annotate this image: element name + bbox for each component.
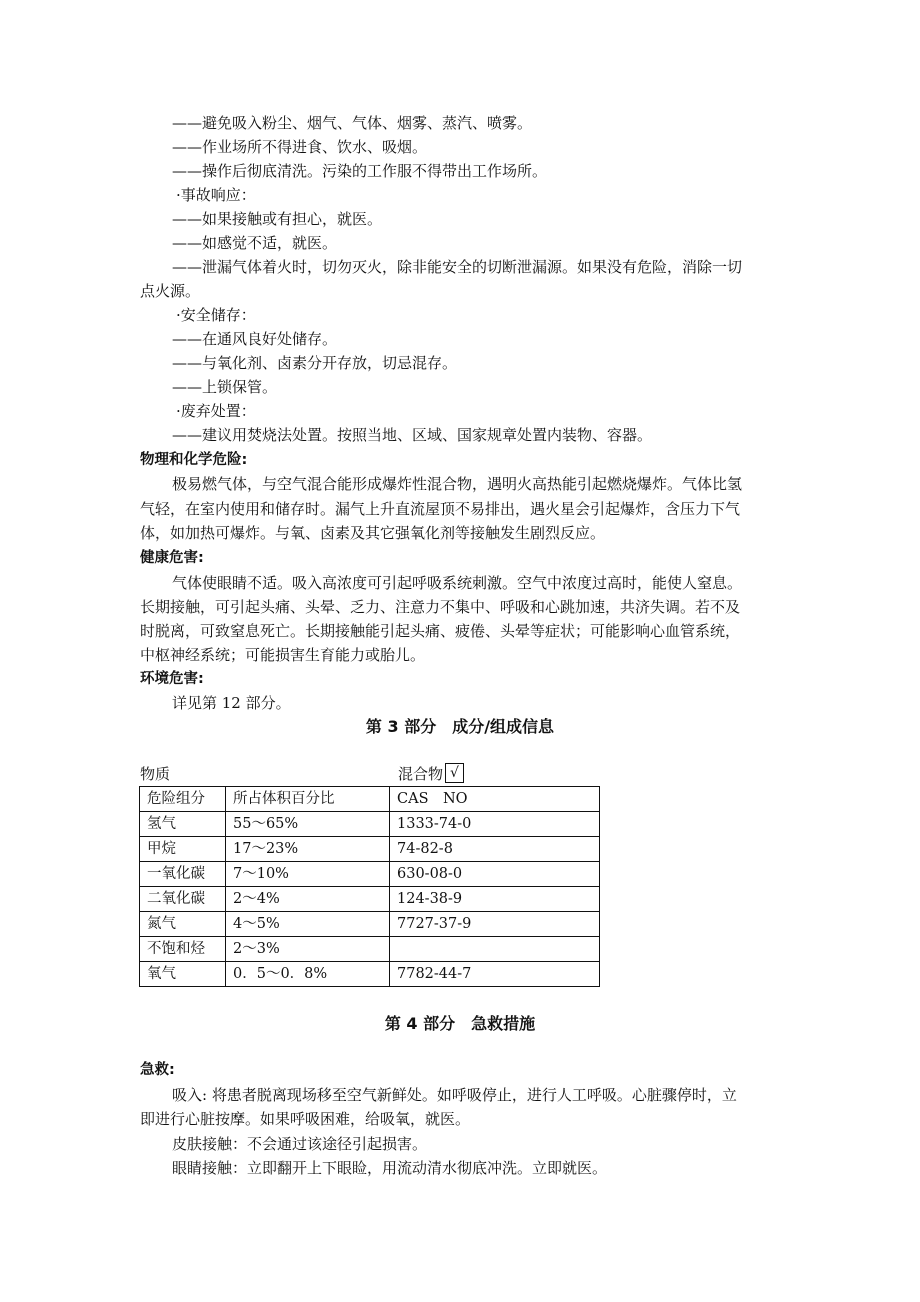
precaution-line: ——操作后彻底清洗。污染的工作服不得带出工作场所。 bbox=[172, 162, 548, 180]
storage-line: ——与氧化剂、卤素分开存放，切忌混存。 bbox=[172, 354, 458, 372]
percentage-cell: 2～3% bbox=[226, 937, 390, 962]
table-row bbox=[140, 912, 600, 937]
disposal-label: ·废弃处置： bbox=[176, 402, 256, 420]
table-row bbox=[140, 862, 600, 887]
cas-cell: 1333-74-0 bbox=[390, 812, 600, 837]
table-row bbox=[140, 887, 600, 912]
table-header-cell: 所占体积百分比 bbox=[226, 787, 390, 812]
cas-cell bbox=[390, 937, 600, 962]
storage-line: ——上锁保管。 bbox=[172, 378, 278, 396]
storage-line: ——在通风良好处储存。 bbox=[172, 330, 338, 348]
cas-cell: 124-38-9 bbox=[390, 887, 600, 912]
response-label: ·事故响应： bbox=[176, 186, 256, 204]
inhalation-line: 吸入: 将患者脱离现场移至空气新鲜处。如呼吸停止，进行人工呼吸。心脏骤停时，立 bbox=[172, 1086, 737, 1104]
physical-hazards-line: 体，如加热可爆炸。与氧、卤素及其它强氧化剂等接触发生剧烈反应。 bbox=[140, 524, 606, 542]
composition-header bbox=[140, 762, 600, 786]
table-header-row bbox=[140, 787, 600, 812]
cas-cell: 7727-37-9 bbox=[390, 912, 600, 937]
environmental-hazards-text: 详见第 12 部分。 bbox=[172, 694, 291, 712]
percentage-cell: 0．5～0．8% bbox=[226, 962, 390, 987]
component-cell: 氧气 bbox=[140, 962, 226, 987]
cas-cell: 74-82-8 bbox=[390, 837, 600, 862]
component-cell: 不饱和烃 bbox=[140, 937, 226, 962]
percentage-cell: 2～4% bbox=[226, 887, 390, 912]
precaution-line: ——作业场所不得进食、饮水、吸烟。 bbox=[172, 138, 428, 156]
health-hazards-line: 长期接触，可引起头痛、头晕、乏力、注意力不集中、呼吸和心跳加速，共济失调。若不及 bbox=[140, 598, 741, 616]
table-row bbox=[140, 962, 600, 987]
percentage-cell: 7～10% bbox=[226, 862, 390, 887]
skin-contact-line: 皮肤接触：不会通过该途径引起损害。 bbox=[172, 1135, 428, 1153]
health-hazards-line: 时脱离，可致窒息死亡。长期接触能引起头痛、疲倦、头晕等症状；可能影响心血管系统， bbox=[140, 622, 741, 640]
eye-contact-line: 眼睛接触：立即翻开上下眼睑，用流动清水彻底冲洗。立即就医。 bbox=[172, 1159, 608, 1177]
mixture-checkbox: √ bbox=[445, 763, 464, 783]
percentage-cell: 17～23% bbox=[226, 837, 390, 862]
health-hazards-line: 中枢神经系统；可能损害生育能力或胎儿。 bbox=[140, 646, 426, 664]
substance-label: 物质 bbox=[140, 765, 171, 783]
physical-hazards-heading: 物理和化学危险: bbox=[140, 452, 248, 468]
physical-hazards-line: 极易燃气体，与空气混合能形成爆炸性混合物，遇明火高热能引起燃烧爆炸。气体比氢 bbox=[172, 475, 743, 493]
table-header-cell: 危险组分 bbox=[140, 787, 226, 812]
composition-table bbox=[139, 786, 600, 987]
health-hazards-line: 气体使眼睛不适。吸入高浓度可引起呼吸系统刺激。空气中浓度过高时，能使人窒息。 bbox=[172, 574, 743, 592]
first-aid-heading: 急救: bbox=[140, 1062, 175, 1078]
table-row bbox=[140, 937, 600, 962]
health-hazards-heading: 健康危害: bbox=[140, 550, 204, 566]
physical-hazards-line: 气轻，在室内使用和储存时。漏气上升直流屋顶不易排出，遇火星会引起爆炸，含压力下气 bbox=[140, 500, 741, 518]
mixture-label: 混合物 bbox=[398, 765, 444, 783]
disposal-line: ——建议用焚烧法处置。按照当地、区域、国家规章处置内装物、容器。 bbox=[172, 426, 653, 444]
precaution-line: ——避免吸入粉尘、烟气、气体、烟雾、蒸汽、喷雾。 bbox=[172, 114, 533, 132]
section3-title bbox=[0, 714, 920, 740]
section4-number: 第 4 部分 bbox=[384, 1014, 456, 1033]
component-cell: 二氧化碳 bbox=[140, 887, 226, 912]
storage-label: ·安全储存： bbox=[176, 306, 256, 324]
cas-cell: 630-08-0 bbox=[390, 862, 600, 887]
environmental-hazards-heading: 环境危害: bbox=[140, 671, 204, 687]
section3-title-text: 成分/组成信息 bbox=[452, 717, 555, 736]
response-line: ——如感觉不适，就医。 bbox=[172, 234, 338, 252]
percentage-cell: 55～65% bbox=[226, 812, 390, 837]
section4-title-text: 急救措施 bbox=[471, 1014, 536, 1033]
response-line: 点火源。 bbox=[140, 282, 201, 300]
percentage-cell: 4～5% bbox=[226, 912, 390, 937]
component-cell: 氮气 bbox=[140, 912, 226, 937]
response-line: ——泄漏气体着火时，切勿灭火，除非能安全的切断泄漏源。如果没有危险，消除一切 bbox=[172, 258, 743, 276]
section4-title bbox=[0, 1011, 920, 1037]
response-line: ——如果接触或有担心，就医。 bbox=[172, 210, 383, 228]
component-cell: 一氧化碳 bbox=[140, 862, 226, 887]
component-cell: 氢气 bbox=[140, 812, 226, 837]
component-cell: 甲烷 bbox=[140, 837, 226, 862]
cas-cell: 7782-44-7 bbox=[390, 962, 600, 987]
table-header-cell: CAS NO bbox=[390, 787, 600, 812]
section3-number: 第 3 部分 bbox=[365, 717, 437, 736]
table-row bbox=[140, 837, 600, 862]
table-row bbox=[140, 812, 600, 837]
inhalation-line: 即进行心脏按摩。如果呼吸困难，给吸氧，就医。 bbox=[140, 1110, 471, 1128]
